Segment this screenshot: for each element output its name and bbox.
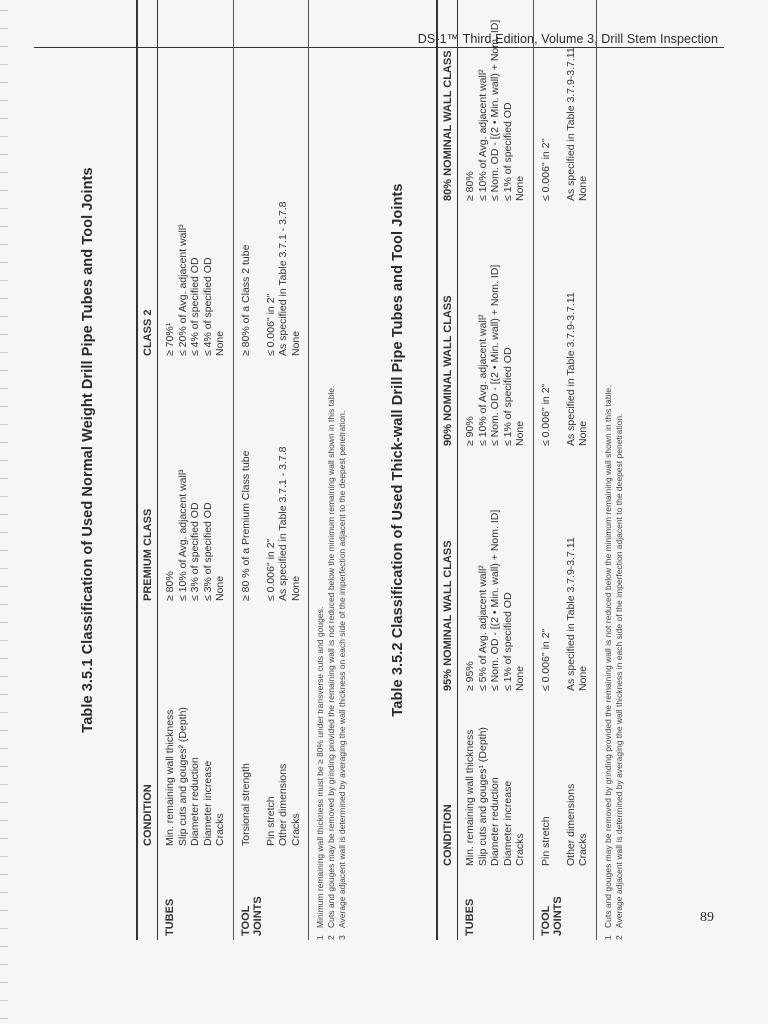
footnote	[326, 0, 337, 940]
column-header: CONDITION	[442, 804, 454, 866]
table-cell: None	[577, 665, 589, 691]
table-row	[458, 0, 477, 940]
table-1-footnotes	[315, 0, 348, 940]
row-group-label	[477, 870, 490, 940]
table-1-grid	[136, 0, 309, 940]
row-group-label	[265, 850, 278, 940]
table-row	[233, 0, 265, 940]
table-3-5-1	[80, 0, 348, 940]
footnote-text: Cuts and gouges may be removed by grinding provided the remaining wall is not reduced below the minimum remaining wall shown in this table.	[602, 385, 613, 928]
table-row	[565, 0, 578, 940]
table-cell: ≤ 3% of specified OD	[201, 502, 214, 601]
binder-margin	[0, 0, 8, 1024]
table-cell: Cracks	[289, 813, 302, 846]
row-group-label	[189, 850, 202, 940]
table-row	[202, 0, 215, 940]
table-cell: ≤ 10% of Avg. adjacent wall²	[476, 314, 489, 446]
table-1-title: Table 3.5.1 Classification of Used Normal Weight Drill Pipe Tubes and Tool Joints	[80, 167, 96, 733]
table-cell: None	[577, 175, 589, 201]
table-cell: As specified in Table 3.7.9-3.7.11	[564, 292, 577, 446]
table-cell: ≤ 0.006" in 2"	[539, 628, 552, 691]
table-cell: ≥ 70%¹	[164, 322, 176, 356]
table-cell: ≤ 1% of specified OD	[501, 592, 514, 691]
table-cell: Min. remaining wall thickness	[464, 729, 476, 866]
table-cell: ≥ 80%	[164, 571, 176, 601]
table-row	[277, 0, 290, 940]
column-header	[437, 870, 458, 940]
table-cell: ≤ 10% of Avg. adjacent wall²	[476, 69, 489, 201]
table-cell: ≥ 80 % of a Premium Class tube	[239, 450, 252, 601]
footnote-number: 1	[315, 935, 325, 940]
column-header: CLASS 2	[142, 309, 154, 356]
table-cell: ≤ Nom. OD - [(2 • Min. wall) + Nom. ID]	[489, 509, 501, 691]
rotated-content	[40, 0, 740, 940]
row-group-label	[290, 850, 309, 940]
table-cell: Min. remaining wall thickness	[164, 709, 176, 846]
table-cell: None	[577, 420, 589, 446]
footnote	[337, 0, 348, 940]
table-cell: None	[289, 575, 302, 601]
table-cell: Cracks	[214, 813, 226, 846]
table-cell: ≤ 0.006" in 2"	[539, 138, 552, 201]
table-cell: ≤ 1% of specified OD	[501, 102, 514, 201]
table-row	[477, 0, 490, 940]
table-cell: None	[514, 420, 526, 446]
table-cell: ≥ 90%	[464, 416, 476, 446]
header-title: DS-1™ Third Edition, Volume 3, Drill Stem Inspection	[417, 32, 718, 46]
table-cell: ≤ 1% of specified OD	[501, 347, 514, 446]
table-row	[158, 0, 177, 940]
row-group-label	[514, 870, 533, 940]
footnote-text: Cuts and gouges may be removed by grinding provided the remaining wall is not reduced below the minimum remaining wall shown in this table.	[326, 385, 336, 928]
row-group-label: TUBES	[164, 898, 176, 936]
column-header: 80% NOMINAL WALL CLASS	[442, 50, 454, 201]
table-cell: Diameter increase	[201, 760, 214, 846]
table-cell: ≥ 80%	[464, 171, 476, 201]
table-cell: ≤ 4% of specified OD	[189, 257, 201, 356]
table-cell: ≥ 95%	[464, 661, 476, 691]
row-group-label	[565, 870, 578, 940]
footnote	[614, 0, 625, 940]
footnote-number: 2	[613, 935, 624, 940]
table-cell: ≤ 0.006" in 2"	[264, 293, 277, 356]
table-cell: Diameter reduction	[189, 757, 201, 846]
column-header: 95% NOMINAL WALL CLASS	[442, 540, 454, 691]
row-group-label	[577, 870, 596, 940]
table-cell: None	[514, 175, 526, 201]
header-row	[437, 0, 458, 940]
table-cell: ≤ 4% of specified OD	[201, 257, 214, 356]
table-row	[177, 0, 190, 940]
table-2-grid	[436, 0, 597, 940]
row-group-label: TUBES	[464, 898, 476, 936]
table-cell: ≤ 0.006" in 2"	[539, 383, 552, 446]
table-cell: Diameter reduction	[489, 777, 501, 866]
table-cell: ≤ 20% of Avg. adjacent wall³	[176, 224, 189, 356]
page-number: 89	[700, 910, 714, 925]
row-group-label	[177, 850, 190, 940]
table-cell: ≤ 3% of specified OD	[189, 502, 201, 601]
row-group-label	[502, 870, 515, 940]
table-cell: Pin stretch	[539, 816, 552, 866]
table-row	[290, 0, 309, 940]
table-row	[577, 0, 596, 940]
footnote	[315, 0, 326, 940]
footnote-number: 3	[337, 935, 347, 940]
table-2-footnotes	[603, 0, 625, 940]
table-3-5-2	[390, 0, 625, 940]
table-cell: Diameter increase	[501, 780, 514, 866]
row-group-label	[277, 850, 290, 940]
row-group-label: TOOL JOINTS	[539, 896, 564, 936]
column-header: PREMIUM CLASS	[142, 508, 154, 601]
table-cell: ≤ Nom. OD - [(2 • Min. wall) + Nom. ID]	[489, 264, 501, 446]
row-group-label	[202, 850, 215, 940]
table-row	[502, 0, 515, 940]
table-cell: None	[214, 575, 226, 601]
header-row	[137, 0, 158, 940]
column-header: 90% NOMINAL WALL CLASS	[442, 295, 454, 446]
table-cell: Cracks	[514, 833, 526, 866]
table-cell: Other dimensions	[564, 783, 577, 866]
column-header	[137, 850, 158, 940]
table-row	[514, 0, 533, 940]
table-cell: None	[514, 665, 526, 691]
row-group-label: TOOL JOINTS	[239, 896, 264, 936]
table-cell: ≤ 10% of Avg. adjacent wall³	[176, 469, 189, 601]
table-row	[189, 0, 202, 940]
footnote	[603, 0, 614, 940]
table-cell: Pin stretch	[264, 796, 277, 846]
footnote-number: 2	[326, 935, 336, 940]
footnote-text: Average adjacent wall is determined by averaging the wall thickness in each side of the imperfection adjacent to the deepest penetration.	[613, 413, 624, 928]
table-cell: Cracks	[577, 833, 589, 866]
row-group-label	[214, 850, 233, 940]
table-cell: ≥ 80% of a Class 2 tube	[239, 244, 252, 356]
table-row	[265, 0, 278, 940]
table-cell: None	[214, 330, 226, 356]
table-cell: As specified in Table 3.7.1 - 3.7.8	[277, 446, 289, 601]
table-cell: None	[289, 330, 302, 356]
table-row	[489, 0, 502, 940]
row-group-label	[489, 870, 502, 940]
footnote-text: Minimum remaining wall thickness must be ≥ 80% under transverse cuts and gouges.	[315, 606, 325, 928]
table-cell: Slip cuts and gouges¹ (Depth)	[476, 727, 489, 866]
footnote-number: 1	[602, 935, 613, 940]
table-2-title: Table 3.5.2 Classification of Used Thick-wall Drill Pipe Tubes and Tool Joints	[390, 183, 406, 717]
table-cell: Other dimensions	[277, 763, 289, 846]
table-row	[214, 0, 233, 940]
table-row	[533, 0, 565, 940]
column-header: CONDITION	[142, 784, 154, 846]
table-cell: As specified in Table 3.7.1 - 3.7.8	[277, 201, 289, 356]
table-cell: ≤ Nom. OD - [(2 • Min. wall) + Nom. ID]	[489, 19, 501, 201]
table-cell: ≤ 5% of Avg. adjacent wall²	[476, 565, 489, 691]
footnote-text: Average adjacent wall is determined by averaging the wall thickness on each side of the imperfection adjacent to the deepest penetration.	[337, 410, 347, 928]
table-cell: ≤ 0.006" in 2"	[264, 538, 277, 601]
table-cell: As specified in Table 3.7.9-3.7.11	[564, 537, 577, 691]
table-cell: As specified in Table 3.7.9-3.7.11	[564, 47, 577, 201]
table-cell: Slip cuts and gouges² (Depth)	[176, 707, 189, 846]
table-cell: Torsional strength	[239, 763, 252, 846]
